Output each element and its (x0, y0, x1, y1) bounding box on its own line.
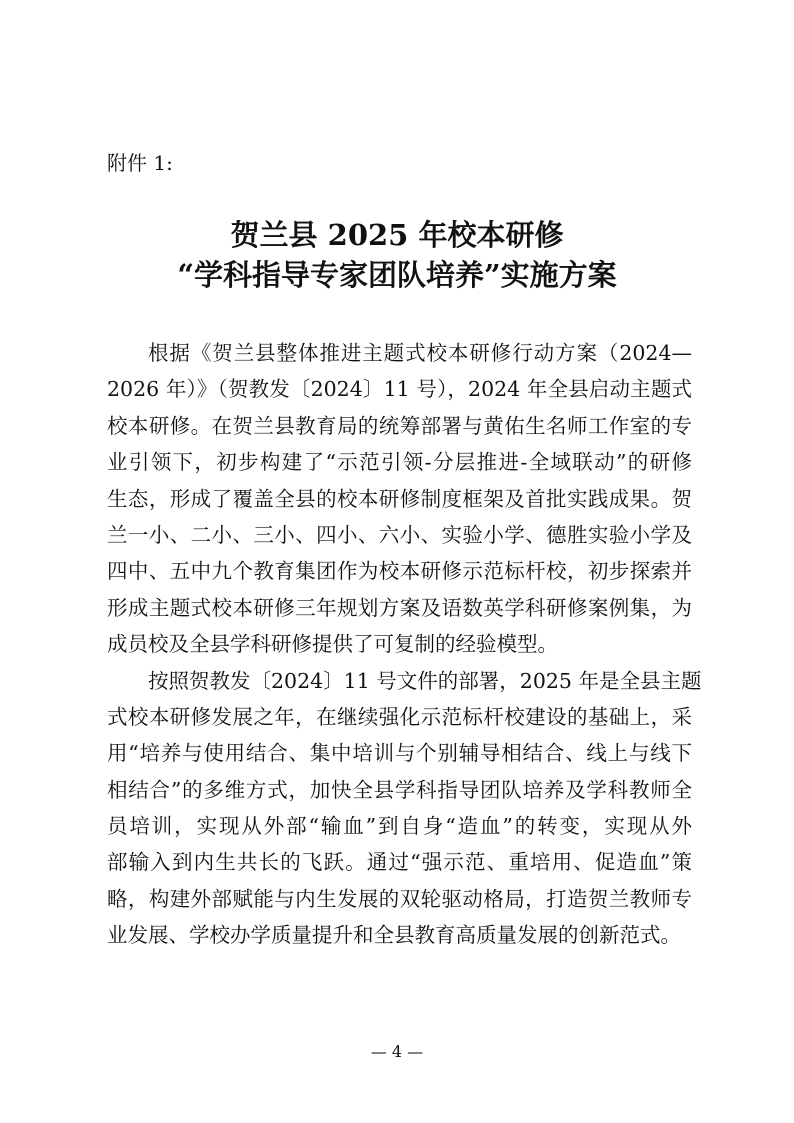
paragraph-line: 生态，形成了覆盖全县的校本研修制度框架及首批实践成果。贺 (107, 486, 692, 511)
paragraph-line: 形成主题式校本研修三年规划方案及语数英学科研修案例集，为 (107, 595, 692, 620)
paragraph-line: 2026 年）》（贺教发〔2024〕11 号），2024 年全县启动主题式 (107, 377, 692, 402)
page-number: — 4 — (370, 1042, 424, 1061)
paragraph-line: 成员校及全县学科研修提供了可复制的经验模型。 (107, 632, 558, 657)
paragraph-line: 员培训，实现从外部“输血”到自身“造血”的转变，实现从外 (107, 814, 692, 839)
paragraph-line: 业引领下，初步构建了“示范引领-分层推进-全域联动”的研修 (107, 450, 692, 475)
attachment-label: 附件 1: (107, 151, 173, 175)
paragraph-line: 用“培养与使用结合、集中培训与个别辅导相结合、线上与线下 (107, 741, 692, 766)
paragraph-line: 根据《贺兰县整体推进主题式校本研修行动方案（2024— (148, 341, 692, 365)
document-title-line-1: 贺兰县 2025 年校本研修 (230, 218, 564, 252)
paragraph-line: 式校本研修发展之年，在继续强化示范标杆校建设的基础上，采 (107, 704, 692, 729)
paragraph-line: 四中、五中九个教育集团作为校本研修示范标杆校，初步探索并 (107, 559, 692, 584)
paragraph-line: 略，构建外部赋能与内生发展的双轮驱动格局，打造贺兰教师专 (107, 886, 692, 911)
paragraph-line: 校本研修。在贺兰县教育局的统筹部署与黄佑生名师工作室的专 (107, 413, 692, 438)
paragraph-line: 兰一小、二小、三小、四小、六小、实验小学、德胜实验小学及 (107, 522, 692, 547)
paragraph-1 (107, 335, 692, 663)
paragraph-line: 部输入到内生共长的飞跃。通过“强示范、重培用、促造血”策 (107, 850, 692, 875)
paragraph-line: 业发展、学校办学质量提升和全县教育高质量发展的创新范式。 (107, 923, 681, 948)
body-text (107, 335, 702, 954)
paragraph-line: 按照贺教发〔2024〕11 号文件的部署，2025 年是全县主题 (148, 668, 702, 693)
paragraph-line: 相结合”的多维方式，加快全县学科指导团队培养及学科教师全 (107, 777, 692, 802)
paragraph-2 (107, 663, 702, 954)
document-title-line-2: “学科指导专家团队培养”实施方案 (177, 258, 617, 292)
